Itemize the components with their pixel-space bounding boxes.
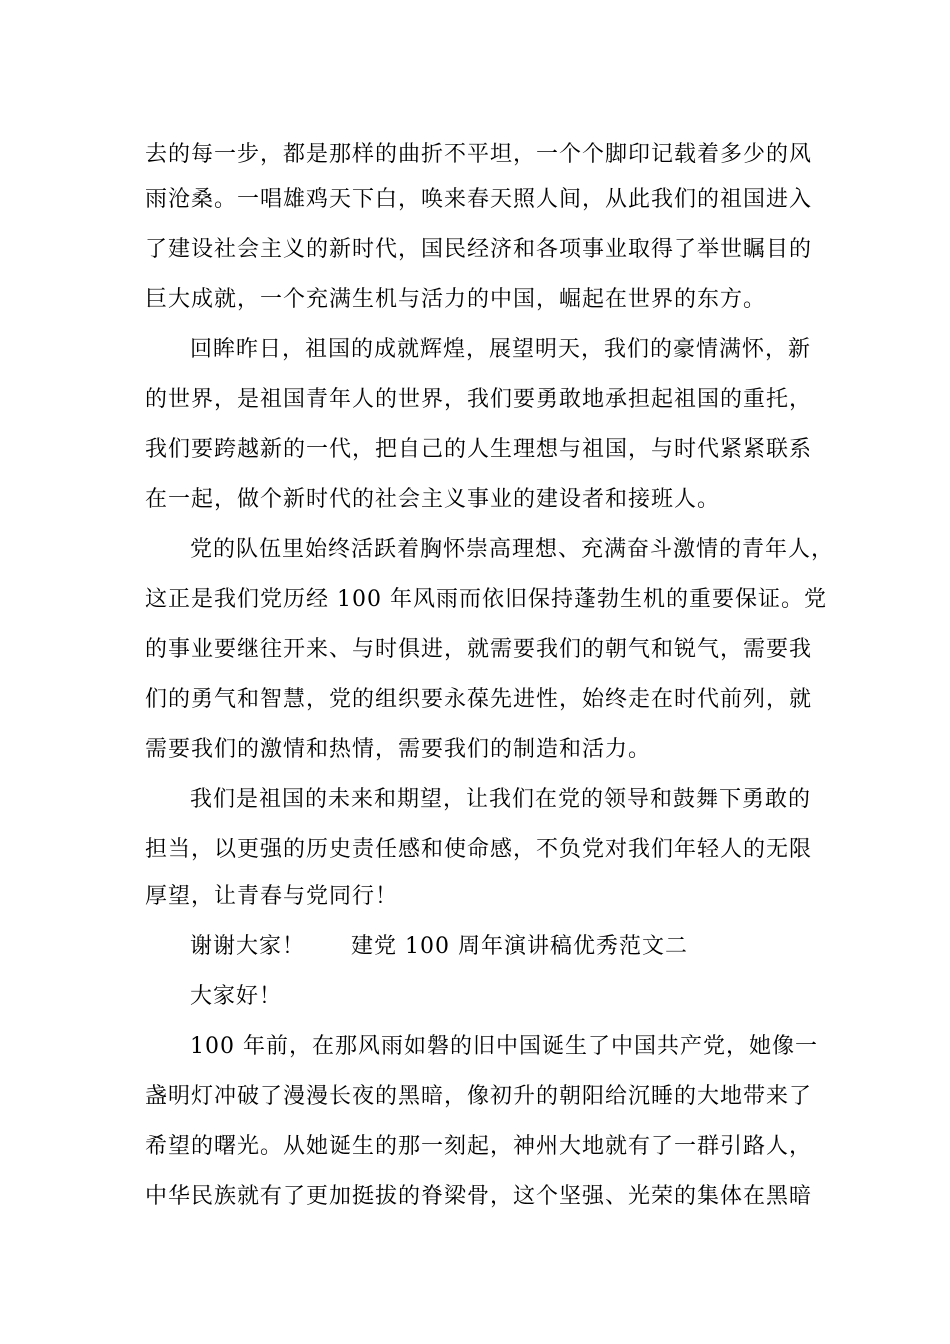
paragraph-line: 党的队伍里始终活跃着胸怀崇高理想、充满奋斗激情的青年人，: [190, 537, 835, 562]
paragraph-line: 需要我们的激情和热情，需要我们的制造和活力。: [145, 737, 652, 762]
paragraph-line: 们的勇气和智慧，党的组织要永葆先进性，始终走在时代前列，就: [145, 687, 813, 712]
paragraph-line: 巨大成就，一个充满生机与活力的中国，崛起在世界的东方。: [145, 287, 767, 312]
greeting-line: 大家好！: [190, 984, 283, 1009]
paragraph-line: 去的每一步，都是那样的曲折不平坦，一个个脚印记载着多少的风: [145, 142, 813, 167]
section-title: 建党 100 周年演讲稿优秀范文二: [351, 934, 688, 959]
paragraph-line: 厚望，让青春与党同行！: [145, 884, 399, 909]
paragraph-line: 100 年前，在那风雨如磐的旧中国诞生了中国共产党，她像一: [190, 1034, 818, 1059]
paragraph-line: 在一起，做个新时代的社会主义事业的建设者和接班人。: [145, 487, 721, 512]
paragraph-line: 的世界，是祖国青年人的世界，我们要勇敢地承担起祖国的重托，: [145, 387, 813, 412]
paragraph-line: 雨沧桑。一唱雄鸡天下白，唤来春天照人间，从此我们的祖国进入: [145, 187, 813, 212]
paragraph-line: 这正是我们党历经 100 年风雨而依旧保持蓬勃生机的重要保证。党: [145, 587, 827, 612]
closing-thanks: 谢谢大家！: [190, 934, 306, 959]
paragraph-line: 希望的曙光。从她诞生的那一刻起，神州大地就有了一群引路人，: [145, 1134, 813, 1159]
closing-and-section-title-line: [190, 932, 870, 962]
paragraph-line: 了建设社会主义的新时代，国民经济和各项事业取得了举世瞩目的: [145, 237, 813, 262]
paragraph-line: 回眸昨日，祖国的成就辉煌，展望明天，我们的豪情满怀，新: [190, 337, 812, 362]
paragraph-line: 的事业要继往开来、与时俱进，就需要我们的朝气和锐气，需要我: [145, 637, 813, 662]
paragraph-line: 我们要跨越新的一代，把自己的人生理想与祖国，与时代紧紧联系: [145, 437, 813, 462]
paragraph-line: 中华民族就有了更加挺拔的脊梁骨，这个坚强、光荣的集体在黑暗: [145, 1184, 813, 1209]
paragraph-line: 我们是祖国的未来和期望，让我们在党的领导和鼓舞下勇敢的: [190, 787, 812, 812]
paragraph-line: 盏明灯冲破了漫漫长夜的黑暗，像初升的朝阳给沉睡的大地带来了: [145, 1084, 813, 1109]
paragraph-line: 担当，以更强的历史责任感和使命感，不负党对我们年轻人的无限: [145, 837, 813, 862]
